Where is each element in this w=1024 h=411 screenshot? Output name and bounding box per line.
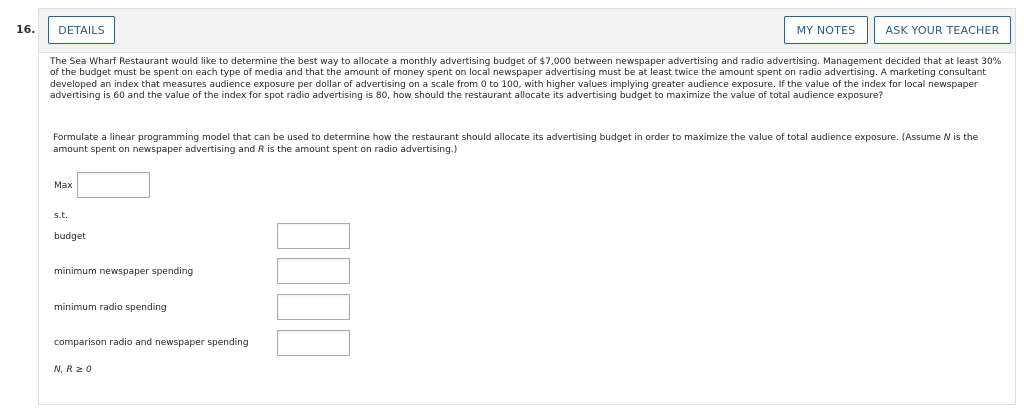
budget-constraint-input[interactable] <box>277 223 350 249</box>
instruction-part-3: is the amount spent on radio advertising.) <box>264 145 458 155</box>
variable-n: N <box>943 133 951 143</box>
constraint-label-min-newspaper: minimum newspaper spending <box>54 267 194 277</box>
my-notes-button[interactable]: MY NOTES <box>784 16 868 44</box>
min-newspaper-constraint-input[interactable] <box>277 258 350 284</box>
constraint-label-budget: budget <box>54 232 86 242</box>
details-button[interactable]: DETAILS <box>48 16 115 44</box>
nonnegativity-label: N, R ≥ 0 <box>54 365 92 375</box>
ask-your-teacher-button[interactable]: ASK YOUR TEACHER <box>874 16 1011 44</box>
instruction-part-1: Formulate a linear programming model that can be used to determine how the restaurant should allocate its advertising budget in order to maximize the value of total audience exposure. (Assume <box>53 133 944 143</box>
objective-input[interactable] <box>77 172 150 198</box>
question-number: 16. <box>16 23 36 36</box>
max-label: Max <box>54 181 73 191</box>
st-label: s.t. <box>54 211 68 221</box>
instruction-text <box>53 132 1008 156</box>
question-panel <box>38 8 1016 405</box>
question-header <box>39 9 1015 53</box>
comparison-constraint-input[interactable] <box>277 330 350 356</box>
instruction-part-2: is the amount spent on newspaper advertising and <box>53 133 979 155</box>
constraint-label-min-radio: minimum radio spending <box>54 303 167 313</box>
min-radio-constraint-input[interactable] <box>277 294 350 320</box>
constraint-label-comparison: comparison radio and newspaper spending <box>54 338 249 348</box>
variable-r: R <box>258 145 265 155</box>
problem-statement: The Sea Wharf Restaurant would like to determine the best way to allocate a monthly advertising budget of $7,000 between newspaper advertising and radio advertising. Management decided that at least 30% of the budget must be spent on each type of media and that the amount of money spent on local newspaper advertising must be at least twice the amount spent on radio advertising. A marketing consultant developed an index that measures audience exposure per dollar of advertising on a scale from 0 to 100, with higher values implying greater audience exposure. If the value of the index for local newspaper advertising is 60 and the value of the index for spot radio advertising is 80, how should the restaurant allocate its advertising budget to maximize the value of total audience exposure? <box>50 57 1002 102</box>
